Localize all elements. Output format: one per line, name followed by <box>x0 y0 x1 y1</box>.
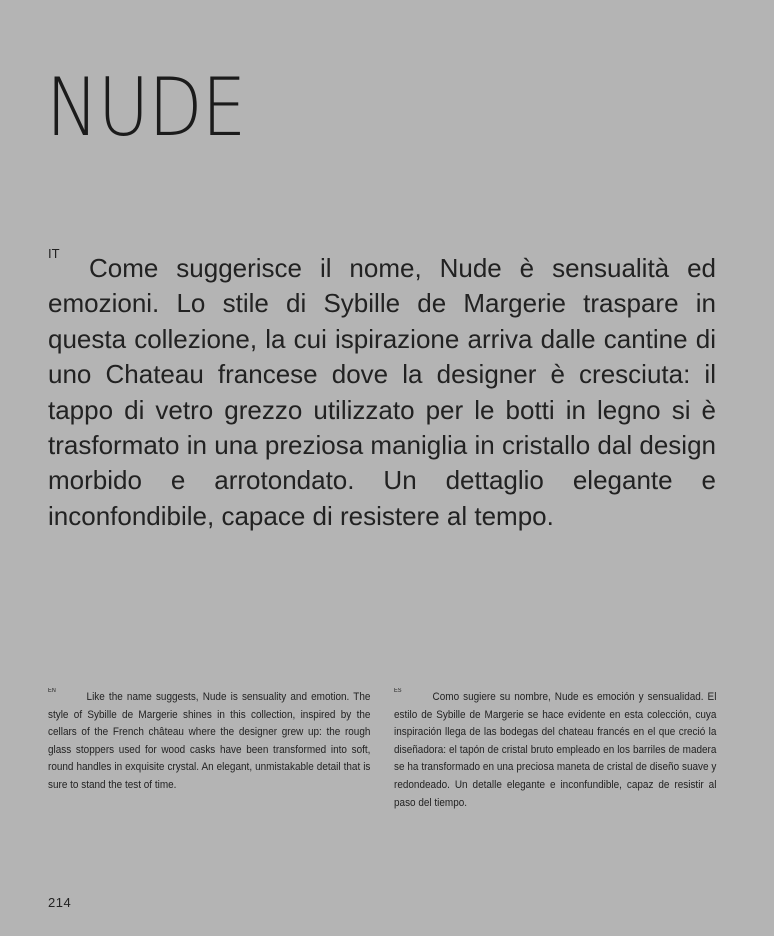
language-tag-es: ES <box>394 688 402 694</box>
language-tag-it: IT <box>48 246 60 261</box>
page-title: NUDE <box>46 61 246 154</box>
english-text: Like the name suggests, Nude is sensuality and emotion. The style of Sybille de Margerie shines in this collection, inspired by the cellars of the French château where the designer grew up: the rough glass stoppers used for wood casks have been transformed into soft, round handles in exquisite crystal. An elegant, unmistakable detail that is sure to stand the test of time. <box>48 691 371 791</box>
english-paragraph <box>48 689 370 795</box>
spanish-paragraph <box>394 689 716 812</box>
italian-text: Come suggerisce il nome, Nude è sensualità ed emozioni. Lo stile di Sybille de Margerie traspare in questa collezione, la cui ispirazione arriva dalle cantine di uno Chateau francese dove la designer è cresciuta: il tappo di vetro grezzo utilizzato per le botti in legno si è trasformato in una preziosa maniglia in cristallo dal design morbido e arrotondato. Un dettaglio elegante e inconfondibile, capace di resistere al tempo. <box>48 253 716 531</box>
spanish-text: Como sugiere su nombre, Nude es emoción y sensualidad. El estilo de Sybille de Margerie se hace evidente en esta colección, cuya inspiración llega de las bodegas del chateau francés en el que creció la diseñadora: el tapón de cristal bruto empleado en los barriles de madera se ha transformado en una preciosa maneta de cristal de diseño suave y redondeado. Un detalle elegante e inconfundible, capaz de resistir al paso del tiempo. <box>394 691 717 809</box>
page-number: 214 <box>48 895 72 910</box>
language-tag-en: EN <box>48 688 56 694</box>
italian-paragraph <box>48 246 716 534</box>
